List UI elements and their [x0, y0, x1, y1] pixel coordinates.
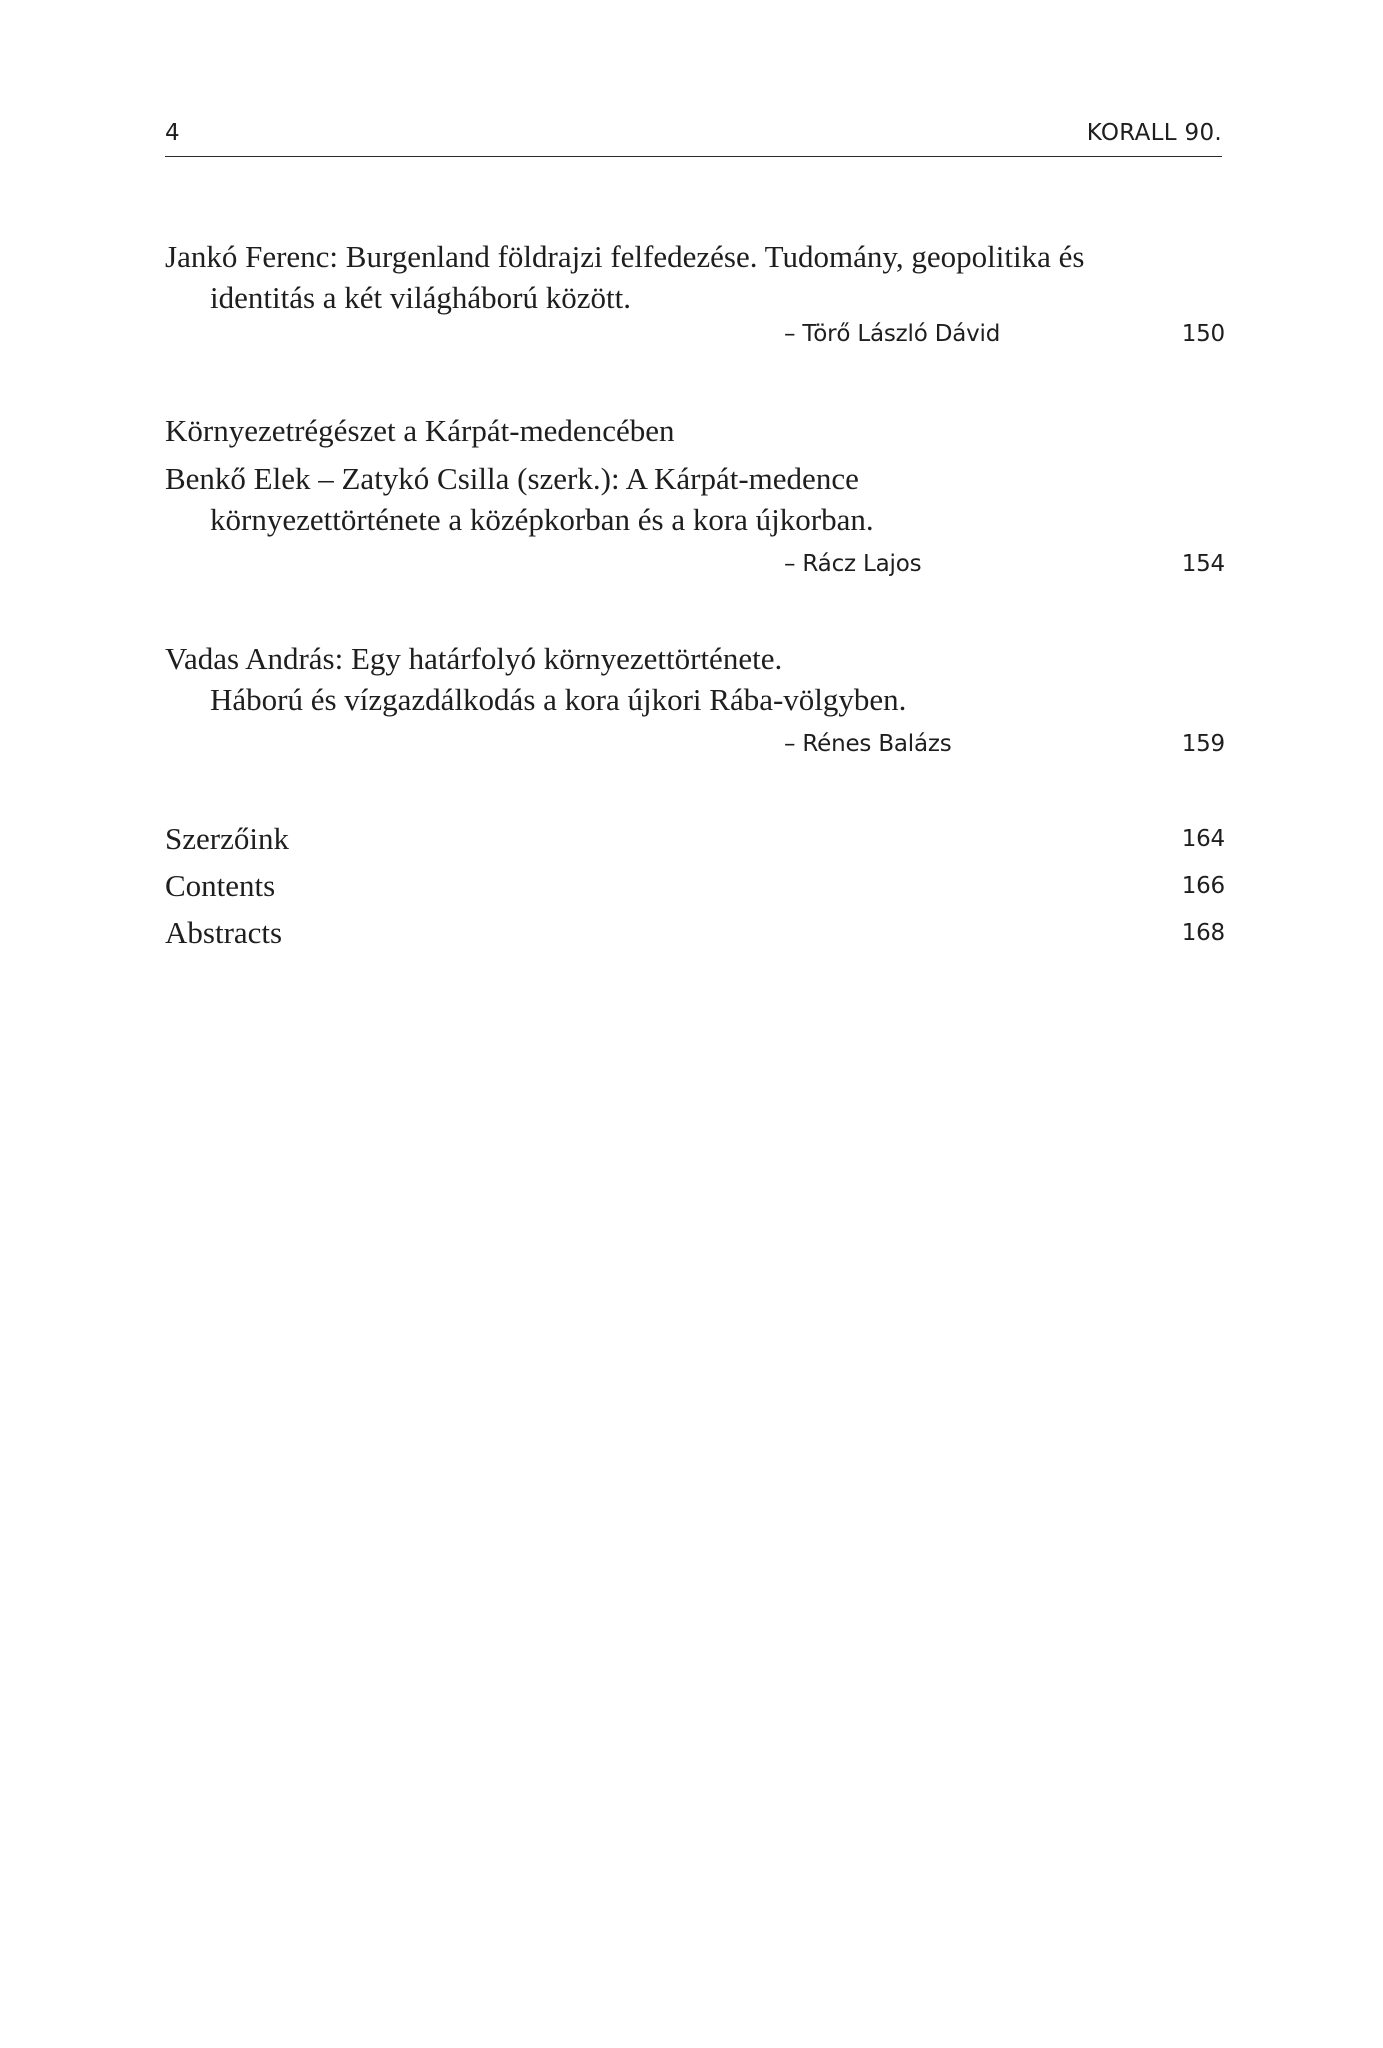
toc-entry-title-continued: környezettörténete a középkorban és a kora újkorban.	[210, 502, 874, 537]
toc-entry-title: Benkő Elek – Zatykó Csilla (szerk.): A Kárpát-medence	[165, 461, 859, 496]
back-matter-label: Abstracts	[165, 915, 283, 950]
section-heading: Környezetrégészet a Kárpát-medencében	[165, 413, 675, 448]
back-matter-label: Contents	[165, 868, 276, 903]
back-matter-page: 168	[1181, 920, 1225, 946]
toc-entry-title-continued: identitás a két világháború között.	[210, 280, 631, 315]
toc-entry-reviewer: – Rénes Balázs	[784, 731, 952, 757]
back-matter-label: Szerzőink	[165, 821, 289, 856]
page-number: 4	[165, 120, 180, 146]
toc-entry-page: 150	[1181, 321, 1225, 347]
journal-title: KORALL 90.	[1086, 120, 1222, 146]
back-matter-page: 164	[1181, 826, 1225, 852]
toc-entry-reviewer: – Törő László Dávid	[784, 321, 1001, 347]
toc-entry-reviewer: – Rácz Lajos	[784, 551, 922, 577]
toc-entry-page: 154	[1181, 551, 1225, 577]
back-matter-page: 166	[1181, 873, 1225, 899]
toc-entry-title: Vadas András: Egy határfolyó környezettörténete.	[165, 641, 783, 676]
toc-entry-page: 159	[1181, 731, 1225, 757]
toc-entry-title: Jankó Ferenc: Burgenland földrajzi felfedezése. Tudomány, geopolitika és	[165, 239, 1085, 274]
running-header	[165, 116, 1222, 157]
toc-entry-title-continued: Háború és vízgazdálkodás a kora újkori Rába-völgyben.	[210, 682, 907, 717]
